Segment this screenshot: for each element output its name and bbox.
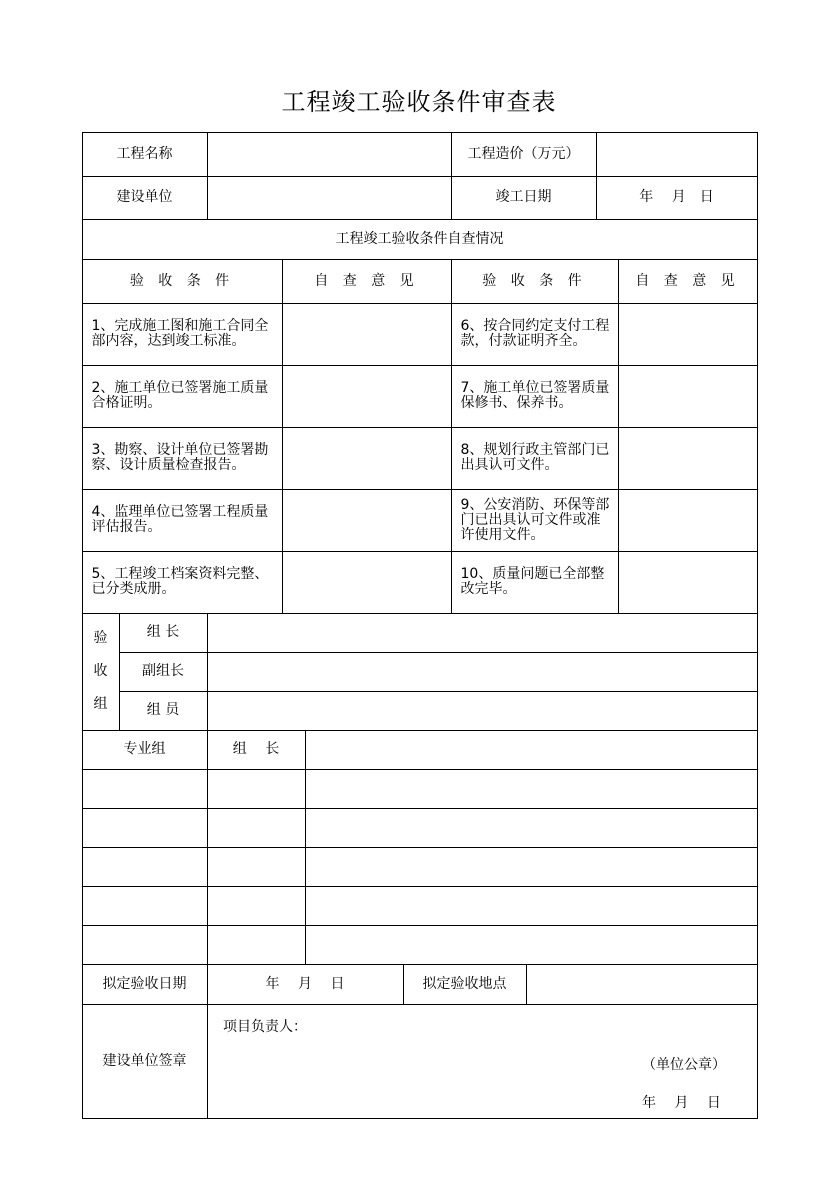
specialty-leader-label-text: 组 长 — [232, 741, 280, 757]
specialty-member-field[interactable] — [305, 808, 758, 848]
header-condition — [82, 259, 283, 304]
project-leader-label: 项目负责人： — [223, 1019, 307, 1035]
builder-label — [82, 176, 208, 220]
opinion-field[interactable] — [618, 427, 758, 490]
specialty-name-field[interactable] — [82, 769, 208, 809]
completion-date-label — [451, 176, 597, 220]
sign-date-label: 年 月 日 — [642, 1095, 721, 1111]
builder-label-text: 建设单位 — [116, 189, 173, 205]
header-condition-text: 验 收 条 件 — [129, 272, 235, 289]
condition-item — [82, 427, 283, 490]
project-name-field[interactable] — [207, 132, 452, 177]
opinion-field[interactable] — [618, 365, 758, 428]
specialty-role-field[interactable] — [207, 808, 306, 848]
condition-item-text: 5、工程竣工档案资料完整、已分类成册。 — [91, 566, 269, 597]
builder-field[interactable] — [207, 176, 452, 220]
group-member-field[interactable] — [207, 691, 758, 731]
condition-item — [82, 303, 283, 366]
specialty-member-field[interactable] — [305, 769, 758, 809]
specialty-leader-label — [207, 730, 306, 770]
opinion-field[interactable] — [282, 427, 452, 490]
condition-item — [451, 303, 619, 366]
condition-item-text: 3、勘察、设计单位已签署勘察、设计质量检查报告。 — [91, 442, 269, 473]
condition-item — [82, 489, 283, 552]
planned-place-label — [403, 964, 527, 1005]
specialty-role-field[interactable] — [207, 847, 306, 887]
specialty-name-field[interactable] — [82, 925, 208, 965]
completion-date-field-text: 年 月 日 — [639, 189, 714, 205]
specialty-role-field[interactable] — [207, 925, 306, 965]
specialty-name-field[interactable] — [82, 886, 208, 926]
specialty-member-field[interactable] — [305, 886, 758, 926]
header-opinion-text: 自 查 意 见 — [314, 272, 419, 289]
project-name-label — [82, 132, 208, 177]
condition-item-text: 7、施工单位已签署质量保修书、保养书。 — [460, 380, 610, 411]
planned-place-field[interactable] — [526, 964, 758, 1005]
header-opinion — [282, 259, 452, 304]
condition-item-text: 4、监理单位已签署工程质量评估报告。 — [91, 504, 269, 535]
planned-place-label-text: 拟定验收地点 — [422, 975, 507, 992]
builder-seal-label-text: 建设单位签章 — [102, 1052, 187, 1069]
builder-seal-label — [82, 1004, 208, 1119]
deputy-leader-label — [119, 652, 208, 692]
condition-item-text: 9、公安消防、环保等部门已出具认可文件或准许使用文件。 — [460, 496, 610, 543]
project-name-label-text: 工程名称 — [116, 145, 173, 162]
condition-item — [451, 551, 619, 614]
specialty-name-field[interactable] — [82, 847, 208, 887]
opinion-field[interactable] — [618, 303, 758, 366]
specialty-member-field[interactable] — [305, 925, 758, 965]
specialty-role-field[interactable] — [207, 769, 306, 809]
specialty-role-field[interactable] — [207, 886, 306, 926]
completion-date-field[interactable] — [596, 176, 758, 220]
group-leader-label-text: 组 长 — [146, 624, 180, 640]
condition-item-text: 8、规划行政主管部门已出具认可文件。 — [460, 442, 610, 473]
specialty-leader-field[interactable] — [305, 730, 758, 770]
acceptance-group-char: 收 — [93, 663, 108, 679]
header-opinion-2 — [618, 259, 758, 304]
acceptance-group-char: 组 — [93, 696, 108, 712]
group-leader-field[interactable] — [207, 613, 758, 653]
opinion-field[interactable] — [282, 551, 452, 614]
opinion-field[interactable] — [618, 551, 758, 614]
deputy-leader-label-text: 副组长 — [142, 663, 184, 679]
condition-item-text: 6、按合同约定支付工程款，付款证明齐全。 — [460, 318, 610, 349]
condition-item-text: 2、施工单位已签署施工质量合格证明。 — [91, 380, 269, 411]
unit-seal-label: （单位公章） — [642, 1057, 726, 1073]
condition-item — [451, 489, 619, 552]
planned-date-field-text: 年 月 日 — [265, 975, 345, 992]
planned-date-label-text: 拟定验收日期 — [102, 975, 187, 992]
header-condition-2 — [451, 259, 619, 304]
header-opinion-2-text: 自 查 意 见 — [635, 272, 740, 289]
condition-item-text: 1、完成施工图和施工合同全部内容，达到竣工标准。 — [91, 318, 269, 349]
header-condition-2-text: 验 收 条 件 — [482, 272, 587, 289]
section-title-text: 工程竣工验收条件自查情况 — [335, 230, 504, 247]
opinion-field[interactable] — [282, 489, 452, 552]
specialty-group-label — [82, 730, 208, 770]
group-member-label — [119, 691, 208, 731]
opinion-field[interactable] — [618, 489, 758, 552]
deputy-leader-field[interactable] — [207, 652, 758, 692]
acceptance-group-char: 验 — [93, 630, 108, 646]
page-title: 工程竣工验收条件审查表 — [281, 88, 557, 116]
section-title — [82, 219, 758, 260]
group-member-label-text: 组 员 — [146, 702, 180, 718]
condition-item — [82, 551, 283, 614]
acceptance-group-label — [82, 613, 120, 731]
project-cost-label-text: 工程造价（万元） — [467, 145, 580, 162]
completion-date-label-text: 竣工日期 — [495, 189, 552, 205]
opinion-field[interactable] — [282, 365, 452, 428]
condition-item-text: 10、质量问题已全部整改完毕。 — [460, 566, 605, 597]
planned-date-label — [82, 964, 208, 1005]
project-cost-field[interactable] — [596, 132, 758, 177]
project-cost-label — [451, 132, 597, 177]
specialty-member-field[interactable] — [305, 847, 758, 887]
group-leader-label — [119, 613, 208, 653]
condition-item — [82, 365, 283, 428]
planned-date-field[interactable] — [207, 964, 404, 1005]
specialty-name-field[interactable] — [82, 808, 208, 848]
condition-item — [451, 427, 619, 490]
condition-item — [451, 365, 619, 428]
opinion-field[interactable] — [282, 303, 452, 366]
specialty-group-label-text: 专业组 — [123, 741, 166, 757]
